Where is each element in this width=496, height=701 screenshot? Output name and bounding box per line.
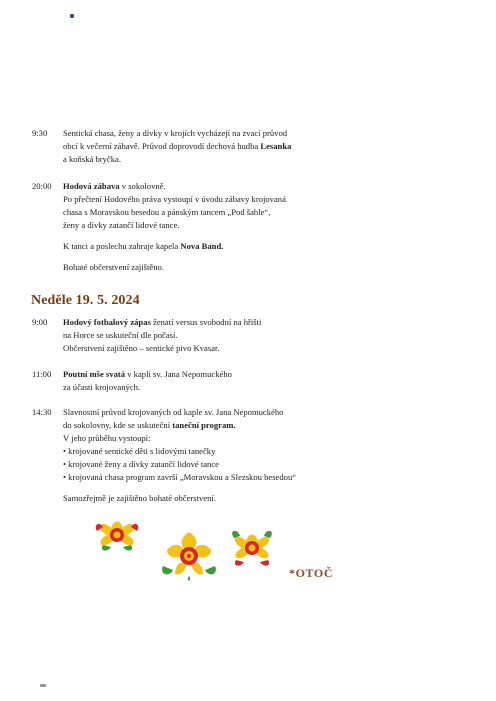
text-line: chasa s Moravskou besedou a pánským tancem „Pod šable“, [63,207,271,217]
text-line: V jeho průběhu vystoupí: [63,433,151,443]
text-span: ženatí versus svobodní na hřišti [150,317,262,327]
schedule-item-2000 [32,180,362,274]
schedule-item-1430 [32,406,362,505]
text-span: v sokolovně. [119,181,166,191]
day-heading: Neděle 19. 5. 2024 [31,293,140,308]
schedule-time: 11:00 [32,369,52,379]
text-span: do sokolovny, kde se uskuteční [63,420,173,430]
text-line [63,140,362,153]
schedule-item-900 [32,316,362,355]
text-line: Samozřejmě je zajištěno bohaté občerstvení. [63,493,216,503]
text-line: a koňská bryčka. [63,154,121,164]
text-span: K tanci a poslechu zahraje kapela [63,241,181,251]
event-title: Hodová zábava [63,181,120,191]
text-line: za účasti krojovaných. [63,382,141,392]
text-line: Bohaté občerstvení zajištěno. [63,262,164,272]
schedule-description [63,180,362,274]
schedule-description [63,127,362,166]
schedule-item-930 [32,127,362,166]
text-line [63,368,362,381]
text-line: Občerstvení zajištěno – sentické pivo Kvasar. [63,343,220,353]
text-line [63,240,362,253]
turn-over-note: *OTOČ [289,566,334,580]
schedule-item-1100 [32,368,362,394]
schedule-time: 20:00 [32,181,52,191]
text-line [63,316,362,329]
schedule-time: 14:30 [32,407,52,417]
band-name: Nova Band. [180,241,224,251]
program-label: taneční program. [172,420,236,430]
bullet-item: • krojované ženy a dívky zatančí lidové tance [63,459,219,469]
folk-flower-icon [160,528,218,584]
scan-mark [70,14,74,18]
bullet-item: • krojovaná chasa program završí „Moravskou a Slezskou besedou“ [63,472,297,482]
schedule-description [63,368,362,394]
schedule-description [63,316,362,355]
text-line [63,419,362,432]
text-line: na Horce se uskuteční dle počasí. [63,330,178,340]
text-span: v kapli sv. Jana Nepomuckého [125,369,232,379]
text-line: ženy a dívky zatančí lidové tance. [63,220,180,230]
event-title: Poutní mše svatá [63,369,126,379]
band-name: Lesanka [260,141,292,151]
text-line: Po přečtení Hodového práva vystoupí v úvodu zábavy krojovaná [63,194,286,204]
text-line: Slavnostní průvod krojovaných od kaple sv. Jana Nepomuckého [63,407,284,417]
text-line: Sentická chasa, ženy a dívky v krojích vycházejí na zvací průvod [63,128,288,138]
schedule-time: 9:30 [32,128,48,138]
bullet-item: • krojované sentické děti s lidovými tanečky [63,446,216,456]
text-line [63,180,362,193]
text-span: obcí k večerní zábavě. Průvod doprovodí dechová hudba [63,141,261,151]
event-title: Hodový fotbalový zápas [63,317,151,327]
folk-flower-icon [226,526,278,570]
folk-flower-icon [92,514,142,556]
scan-mark [40,684,46,687]
schedule-time: 9:00 [32,317,48,327]
schedule-description [63,406,362,505]
